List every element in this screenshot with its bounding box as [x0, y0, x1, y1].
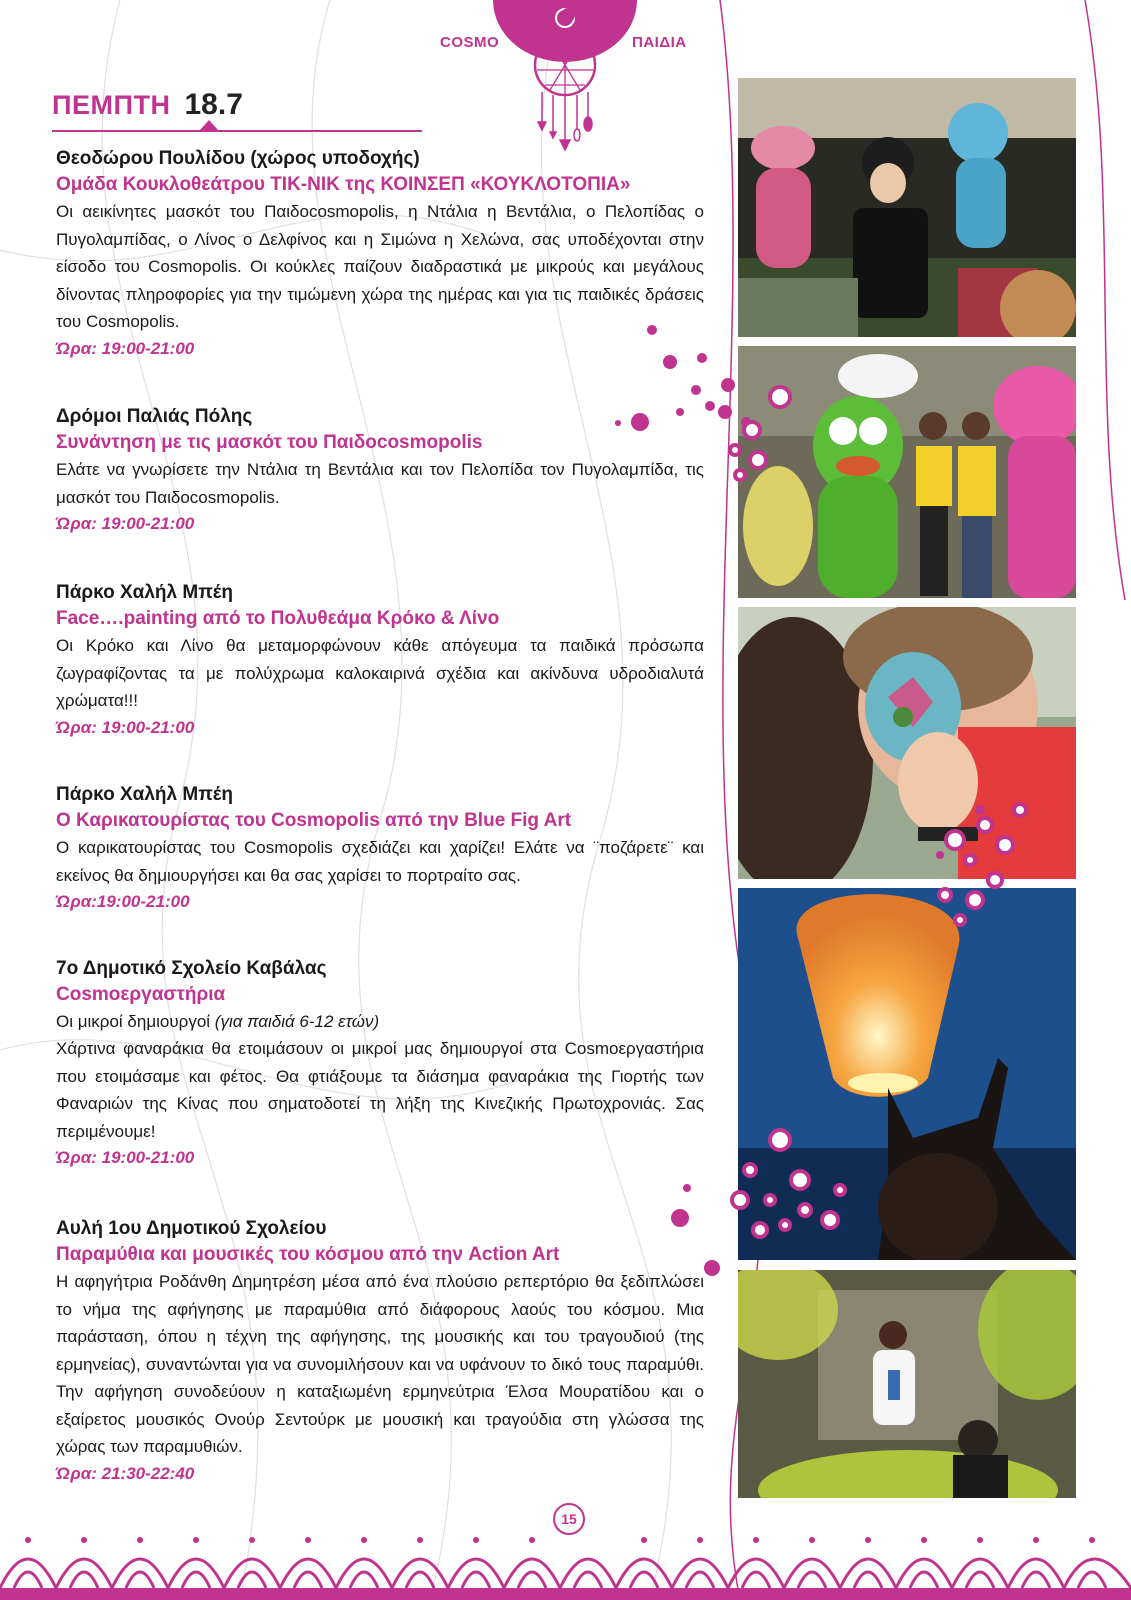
event-time: Ώρα: 19:00-21:00 [56, 514, 195, 533]
event-age-note: (για παιδιά 6-12 ετών) [214, 1012, 380, 1031]
bubbles-decoration [600, 300, 1120, 1300]
puppet-show-photo [738, 78, 1076, 337]
event-time: Ώρα: 19:00-21:00 [56, 338, 195, 358]
event-venue: Θεοδώρου Πουλίδου (χώρος υποδοχής) [56, 148, 420, 169]
brand-cosmo-label: COSMO [440, 34, 500, 51]
event-time: Ώρα: 21:30-22:40 [56, 1463, 195, 1483]
dreamcatcher-logo-icon [440, 0, 690, 170]
event-title: Ο Καρικατουρίστας του Cosmopolis από την Blue Fig Art [56, 810, 572, 831]
event-venue: Πάρκο Χαλήλ Μπέη [56, 582, 233, 603]
event-time: Ώρα:19:00-21:00 [56, 892, 190, 911]
event-description: Η αφηγήτρια Ροδάνθη Δημητρέση μέσα από ένα πλούσιο ρεπερτόριο θα ξεδιπλώσει το νήμα της αφήγησης με παραμύθια από διάφορους λαούς του κόσμου. Μια παράσταση, όπου η τέχνη της αφήγησης, της μουσικής και του τραγουδιού (της ερμηνείας), συναντώνται για να συνομιλήσουν και να υφάνουν το δικό τους παραμύθι. Την αφήγηση συνοδεύουν η καταξιωμένη ερμηνεύτρια Έλσα Μουρατίδου και ο εξαίρετος μουσικός Ονούρ Σεντούρκ με μουσική και τραγούδια στη γλώσσα της χώρας των παραμυθιών. [56, 1272, 704, 1456]
event-title: Cosmoεργαστήρια [56, 984, 226, 1005]
page-number: 15 [553, 1503, 585, 1535]
brand-paidia-label: ΠΑΙΔΙΑ [632, 34, 687, 51]
event-time: Ώρα: 19:00-21:00 [56, 1148, 195, 1167]
day-name: ΠΕΜΠΤΗ [52, 90, 171, 120]
event-description: Ελάτε να γνωρίσετε την Ντάλια τη Βεντάλια και τον Πελοπίδα τον Πυγολαμπίδα, τις μασκότ του Παιδοcosmopolis. [56, 460, 704, 507]
event-venue: Δρόμοι Παλιάς Πόλης [56, 406, 253, 427]
event-subtitle-text: Οι μικροί δημιουργοί [56, 1012, 211, 1031]
event-description: Ο καρικατουρίστας του Cosmopolis σχεδιάζει και χαρίζει! Ελάτε να ¨ποζάρετε¨ και εκείνος θα δημιουργήσει και θα σας χαρίσει το πορτραίτο σας. [56, 838, 704, 885]
event-description: Οι αεικίνητες μασκότ του Παιδοcosmopolis, η Ντάλια η Βεντάλια, ο Πελοπίδας ο Πυγολαμπίδας, ο Λίνος ο Δελφίνος και η Σιμώνα η Χελώνα, σας υποδέχονται στην είσοδο του Cosmopolis. Οι κούκλες παίζουν διαδραστικά με μικρούς και μεγάλους δίνοντας πληροφορίες για την τιμώμενη χώρα της ημέρας και για τις παιδικές δράσεις του Cosmopolis. [56, 202, 704, 331]
event-title: Συνάντηση με τις μασκότ του Παιδοcosmopolis [56, 432, 483, 453]
event-title: Face….painting από το Πολυθεάμα Κρόκο & Λίνο [56, 608, 500, 629]
event-venue: Πάρκο Χαλήλ Μπέη [56, 784, 233, 805]
event-title: Ομάδα Κουκλοθεάτρου ΤΙΚ-ΝΙΚ της ΚΟΙΝΣΕΠ «ΚΟΥΚΛΟΤΟΠΙΑ» [56, 174, 631, 195]
day-heading [52, 88, 243, 122]
event-time: Ώρα: 19:00-21:00 [56, 717, 195, 737]
heading-underline [52, 130, 422, 132]
event-venue: 7ο Δημοτικό Σχολείο Καβάλας [56, 958, 327, 979]
event-description: Οι Κρόκο και Λίνο θα μεταμορφώνουν κάθε απόγευμα τα παιδικά πρόσωπα ζωγραφίζοντας τα με πολύχρωμα καλοκαιρινά σχέδια και ακίνδυνα υδροδιαλυτά χρώματα!!! [56, 636, 704, 710]
event-description: Χάρτινα φαναράκια θα ετοιμάσουν οι μικροί μας δημιουργοί στα Cosmoεργαστήρια που ετοιμάσαμε και φέτος. Θα φτιάξουμε τα διάσημα φαναράκια της Γιορτής των Φαναριών της Κίνας που σηματοδοτεί τη λήξη της Κινεζικής Πρωτοχρονιάς. Σας περιμένουμε! [56, 1039, 704, 1141]
storyteller-photo [738, 1270, 1076, 1510]
day-date: 18.7 [184, 88, 243, 121]
event-title: Παραμύθια και μουσικές του κόσμου από την Action Art [56, 1244, 560, 1265]
event-venue: Αυλή 1ου Δημοτικού Σχολείου [56, 1218, 327, 1239]
